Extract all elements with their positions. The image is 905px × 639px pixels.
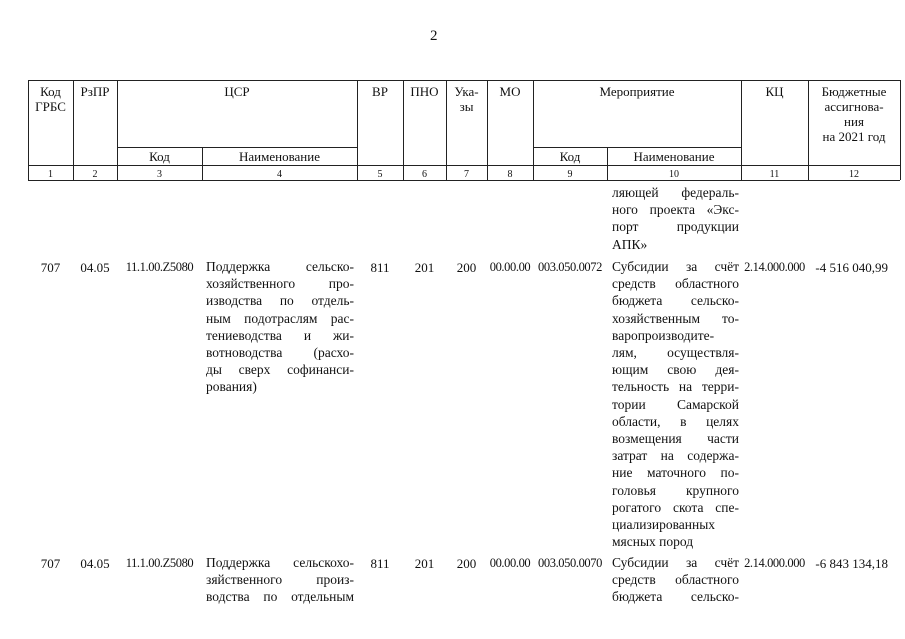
- text-line: порт продукции: [612, 219, 739, 235]
- header-ukazy: [446, 84, 487, 114]
- cell-pno: 201: [414, 556, 435, 571]
- cell-mer-kod: 003.050.0072: [538, 260, 602, 274]
- text-line: зяйственного произ-: [206, 572, 354, 588]
- header-kc: КЦ: [765, 84, 784, 99]
- cell-ukazy: 200: [456, 260, 477, 275]
- cell-rzpr: 04.05: [80, 556, 110, 571]
- column-number-11: 11: [769, 169, 780, 180]
- column-number-1: 1: [48, 169, 53, 180]
- text-line: варопроизводите-: [612, 327, 715, 343]
- page-number: 2: [430, 28, 438, 44]
- column-number-6: 6: [422, 169, 427, 180]
- header-budget-line1: Бюджетные: [821, 84, 887, 99]
- text-line: тории Самарской: [612, 396, 739, 412]
- header-kod-grbs-line2: ГРБС: [35, 99, 66, 114]
- header-kod-grbs: [28, 84, 73, 114]
- text-line: возмещения части: [612, 431, 739, 447]
- text-line: водства по отдельным: [206, 589, 354, 605]
- header-vr: ВР: [372, 84, 388, 99]
- cell-kc: 2.14.000.000: [744, 260, 805, 274]
- column-number-4: 4: [277, 169, 282, 180]
- text-line: хозяйственным то-: [612, 310, 739, 326]
- column-number-5: 5: [377, 169, 383, 180]
- header-mo: МО: [499, 84, 521, 99]
- text-line: средств областного: [612, 276, 739, 292]
- cell-vr: 811: [370, 556, 390, 571]
- text-line: области, в целях: [612, 413, 739, 429]
- header-kod-grbs-line1: Код: [40, 84, 61, 99]
- cell-kc: 2.14.000.000: [744, 556, 805, 570]
- cell-csr-kod: 11.1.00.Z5080: [125, 556, 194, 570]
- header-budget: [808, 84, 900, 144]
- header-csr-kod: Код: [149, 149, 170, 164]
- continuation-text: [612, 184, 739, 253]
- text-line: тениеводства и жи-: [206, 327, 354, 343]
- text-line: бюджета сельско-: [612, 293, 739, 309]
- header-budget-line3: ния: [844, 114, 864, 129]
- column-number-10: 10: [669, 169, 679, 180]
- column-number-3: 3: [157, 169, 162, 180]
- text-line: Субсидии за счёт: [612, 555, 739, 570]
- text-line: бюджета сельско-: [612, 589, 739, 605]
- column-number-8: 8: [507, 169, 513, 180]
- header-csr-name: Наименование: [239, 149, 320, 164]
- column-number-7: 7: [464, 169, 469, 180]
- text-line: ющим свою дея-: [612, 362, 739, 378]
- cell-csr-name: [206, 554, 354, 606]
- header-budget-line2: ассигнова-: [824, 99, 884, 114]
- cell-ukazy: 200: [456, 556, 477, 571]
- header-mer-name: Наименование: [633, 149, 715, 164]
- cell-pno: 201: [414, 260, 435, 275]
- text-line: затрат на содержа-: [612, 448, 739, 464]
- text-line: циализированных: [612, 517, 716, 533]
- header-rzpr: РзПР: [80, 84, 110, 99]
- cell-mer-name: [612, 258, 739, 550]
- header-mer-kod: Код: [559, 149, 581, 164]
- text-line: изводства по отдель-: [206, 293, 354, 309]
- text-line: вотноводства (расхо-: [206, 345, 354, 361]
- text-line: хозяйственного про-: [206, 276, 354, 292]
- header-ukazy-line2: зы: [459, 99, 474, 114]
- header-ukazy-line1: Ука-: [454, 84, 479, 99]
- column-number-12: 12: [849, 169, 859, 180]
- text-line: головья крупного: [612, 482, 739, 498]
- text-line: рования): [206, 379, 257, 395]
- cell-amount: -6 843 134,18: [815, 556, 888, 571]
- text-line: ляющей федераль-: [612, 185, 739, 200]
- cell-amount: -4 516 040,99: [815, 260, 888, 275]
- header-pno: ПНО: [410, 84, 439, 99]
- text-line: тельность на терри-: [612, 379, 739, 395]
- cell-csr-kod: 11.1.00.Z5080: [125, 260, 194, 274]
- cell-csr-name: [206, 258, 354, 396]
- text-line: Поддержка сельскохо-: [206, 555, 354, 570]
- text-line: ного проекта «Экс-: [612, 202, 739, 218]
- text-line: лям, осуществля-: [612, 345, 739, 361]
- text-line: Субсидии за счёт: [612, 259, 739, 274]
- cell-mer-name: [612, 554, 739, 606]
- header-csr: ЦСР: [224, 84, 250, 99]
- cell-grbs: 707: [40, 260, 61, 275]
- cell-rzpr: 04.05: [80, 260, 110, 275]
- cell-vr: 811: [370, 260, 390, 275]
- cell-grbs: 707: [40, 556, 61, 571]
- text-line: рогатого скота спе-: [612, 499, 739, 515]
- cell-mo: 00.00.00: [489, 260, 531, 274]
- text-line: мясных пород: [612, 534, 694, 550]
- text-line: ным подотраслям рас-: [206, 310, 354, 326]
- cell-mer-kod: 003.050.0070: [538, 556, 602, 570]
- cell-mo: 00.00.00: [489, 556, 531, 570]
- text-line: Поддержка сельско-: [206, 259, 354, 274]
- column-number-9: 9: [567, 169, 573, 180]
- column-number-2: 2: [92, 169, 98, 180]
- text-line: средств областного: [612, 572, 739, 588]
- header-budget-line4: на 2021 год: [822, 129, 886, 144]
- header-meropriyatie: Мероприятие: [599, 84, 675, 99]
- text-line: АПК»: [612, 236, 648, 252]
- text-line: ние маточного по-: [612, 465, 739, 481]
- text-line: ды сверх софинанси-: [206, 362, 354, 378]
